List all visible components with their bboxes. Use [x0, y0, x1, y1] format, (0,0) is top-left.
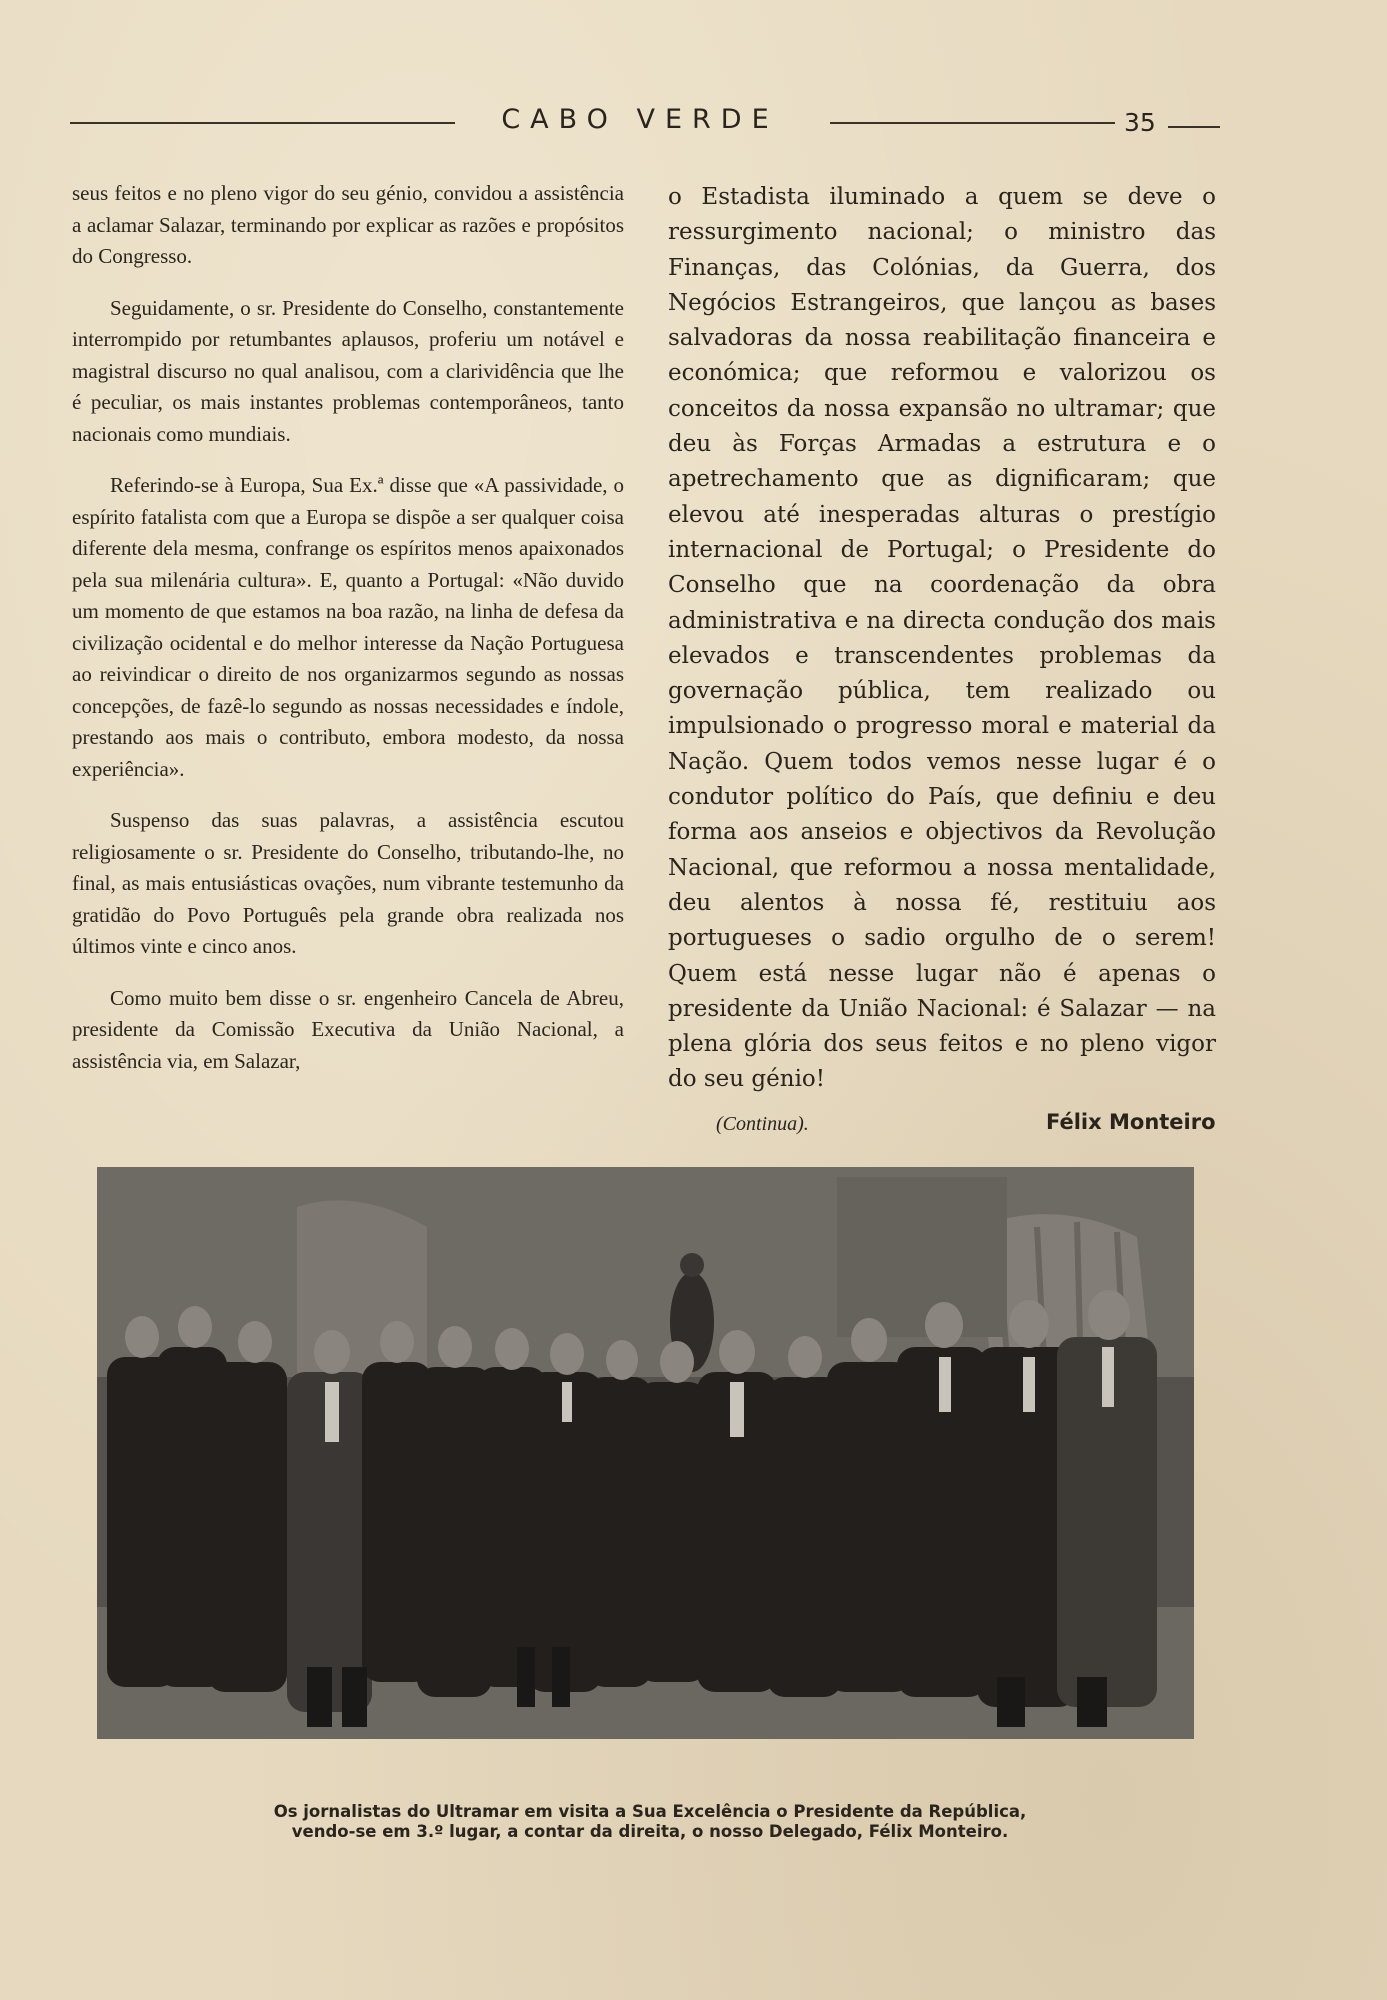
running-header-title: CABO VERDE	[501, 104, 779, 135]
left-paragraph-4: Suspenso das suas palavras, a assistência escutou religiosamente o sr. Presidente do Conselho, tributando-lhe, no final, as mais entusiásticas ovações, num vibrante testemunho da gratidão do Povo Português pela grande obra realizada nos últimos vinte e cinco anos.	[72, 808, 624, 958]
right-paragraph: o Estadista iluminado a quem se deve o ressurgimento nacional; o ministro das Finanças, das Colónias, da Guerra, dos Negócios Estrangeiros, que lançou as bases salvadoras da nossa reabilitação financeira e económica; que reformou e valorizou os conceitos da nossa expansão no ultramar; que deu às Forças Armadas a estrutura e o apetrechamento que as dignificaram; que elevou até inesperadas alturas o prestígio internacional de Portugal; o Presidente do Conselho que na coordenação da obra administrativa e na directa condução dos mais elevados e transcendentes problemas da governação pública, tem realizado ou impulsionado o progresso moral e material da Nação. Quem todos vemos nesse lugar é o condutor político do País, que definiu e deu forma aos anseios e objectivos da Revolução Nacional, que reformou a nossa mentalidade, deu alentos à nossa fé, restituiu aos portugueses o sadio orgulho de o serem! Quem está nesse lugar não é apenas o presidente da União Nacional: é Salazar — na plena glória dos seus feitos e no pleno vigor do seu génio!	[668, 184, 1216, 1093]
header-rule-right	[830, 122, 1115, 124]
left-paragraph-3: Referindo-se à Europa, Sua Ex.ª disse que «A passividade, o espírito fatalista com que a Europa se dispõe a ser qualquer coisa diferente dela mesma, confrange os espíritos menos apaixonados pela sua milenária cultura». E, quanto a Portugal: «Não duvido um momento de que estamos na boa razão, na linha de defesa da civilização ocidental e do melhor interesse da Nação Portuguesa ao reivindicar o direito de nos organizarmos segundo as nossas concepções, de fazê-lo segundo as nossas necessidades e índole, prestando aos mais o contributo, embora modesto, da nossa experiência».	[72, 473, 624, 781]
left-paragraph-5: Como muito bem disse o sr. engenheiro Cancela de Abreu, presidente da Comissão Executiva da União Nacional, a assistência via, em Salazar,	[72, 985, 624, 1073]
header-rule-end	[1168, 126, 1220, 128]
page-number: 35	[1124, 108, 1156, 137]
left-column	[72, 178, 624, 1097]
group-photograph	[97, 1167, 1194, 1739]
photo-caption-line-1: Os jornalistas do Ultramar em visita a Sua Excelência o Presidente da República,	[273, 1802, 1027, 1821]
photo-caption	[150, 1802, 1150, 1842]
left-paragraph-1: seus feitos e no pleno vigor do seu génio, convidou a assistência a aclamar Salazar, terminando por explicar as razões e propósitos do Congresso.	[72, 181, 624, 268]
continued-note: (Continua).	[716, 1113, 809, 1135]
photograph-illustration	[97, 1167, 1194, 1739]
photo-caption-line-2: vendo-se em 3.º lugar, a contar da direita, o nosso Delegado, Félix Monteiro.	[291, 1822, 1009, 1841]
header-rule-left	[70, 122, 455, 124]
right-column	[668, 180, 1216, 1098]
left-paragraph-2: Seguidamente, o sr. Presidente do Conselho, constantemente interrompido por retumbantes aplausos, proferiu um notável e magistral discurso no qual analisou, com a clarividência que lhe é peculiar, os mais instantes problemas contemporâneos, tanto nacionais como mundiais.	[72, 295, 624, 446]
author-signature: Félix Monteiro	[1046, 1110, 1216, 1134]
